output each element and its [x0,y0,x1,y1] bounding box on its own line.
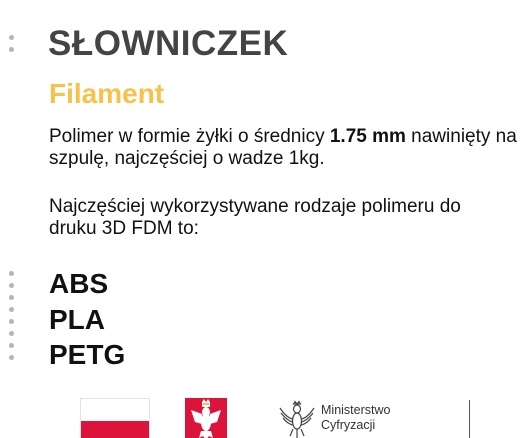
definition-paragraph [49,126,519,170]
bullet-dot [9,343,14,348]
ministry-name-line2: Cyfryzacji [321,418,376,432]
bullet-dot [9,307,14,312]
white-eagle-emblem-icon [185,398,227,438]
decorative-dots-top [9,35,15,59]
poland-flag-icon [80,398,150,438]
polymer-type-item: PLA [49,303,105,335]
bullet-dot [9,35,14,40]
definition-text-end: nawinięty na szpulę, najczęściej o wadze 1kg. [49,126,517,169]
types-intro-paragraph: Najczęściej wykorzystywane rodzaje polimeru do druku 3D FDM to: [49,196,461,239]
bullet-dot [9,319,14,324]
ministry-name-line1: Ministerstwo [321,403,391,417]
bullet-dot [9,47,14,52]
bullet-dot [9,331,14,336]
polymer-type-item: ABS [49,268,109,299]
bullet-dot [9,271,14,276]
ministry-eagle-icon [276,400,318,438]
polymer-type-item: PETG [49,339,126,370]
bullet-dot [9,295,14,300]
term-heading: Filament [49,78,165,109]
bullet-dot [9,283,14,288]
diameter-value: 1.75 mm [329,126,406,147]
definition-text-start: Polimer w formie żyłki o średnicy [49,126,330,147]
footer-logos [0,398,528,438]
page-title: SŁOWNICZEK [48,24,289,63]
ministry-name [321,403,390,433]
logo-divider [469,400,470,438]
polymer-types-list [49,266,125,373]
bullet-dot [9,355,14,360]
decorative-dots-list [9,271,15,367]
